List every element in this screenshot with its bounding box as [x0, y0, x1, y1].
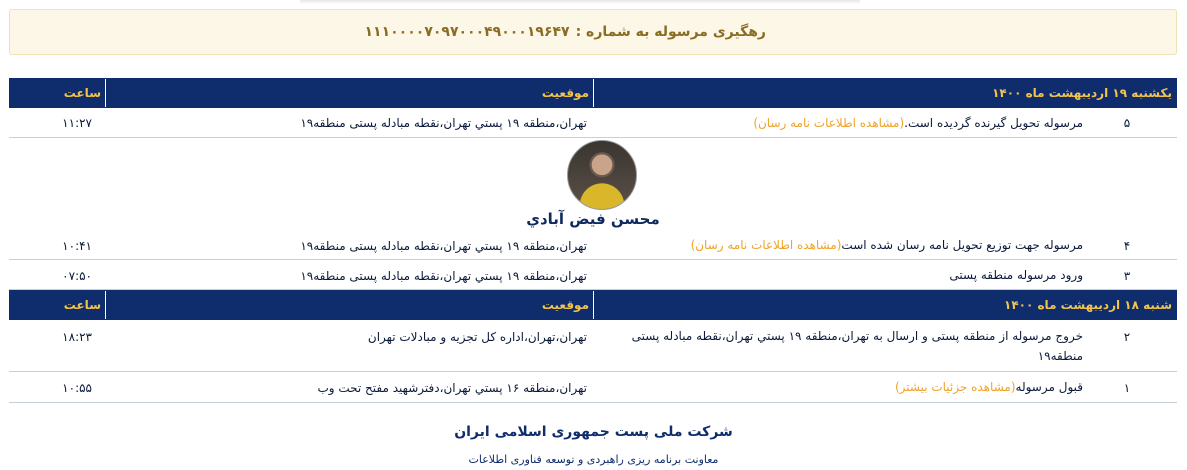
row-description [603, 113, 1083, 133]
table-row [9, 372, 1177, 403]
row-index: ۵ [1123, 116, 1131, 130]
section-date: شنبه ۱۸ اردیبهشت ماه ۱۴۰۰ [593, 291, 1176, 319]
row-time: ۱۰:۴۱ [62, 239, 92, 253]
row-description-text: ورود مرسوله منطقه پستی [949, 268, 1083, 282]
footer-company: شرکت ملی پست جمهوری اسلامی ایران [454, 424, 733, 440]
row-index: ۳ [1123, 269, 1131, 283]
row-location: تهران،منطقه ۱۹ پستي تهران،نقطه مبادله پستی منطقه۱۹ [300, 239, 587, 253]
view-more-details-link[interactable]: (مشاهده جزئیات بیشتر) [894, 380, 1016, 394]
column-time-header: ساعت [63, 86, 101, 100]
column-location-header: موقعیت [105, 291, 593, 319]
column-time-header: ساعت [63, 298, 101, 312]
view-courier-info-link[interactable]: (مشاهده اطلاعات نامه رسان) [690, 238, 842, 252]
row-time: ۱۸:۲۳ [62, 330, 92, 344]
section-date: یکشنبه ۱۹ اردیبهشت ماه ۱۴۰۰ [593, 79, 1176, 107]
row-description [603, 326, 1083, 366]
tracking-label: رهگیری مرسوله به شماره : [575, 24, 766, 40]
row-description-text: خروج مرسوله از منطقه پستی و ارسال به تهران،منطقه ۱۹ پستي تهران،نقطه مبادله پستی منطقه۱۹ [631, 329, 1083, 363]
courier-name: محسن فیض آبادي [526, 210, 660, 228]
table-row [9, 320, 1177, 372]
table-row [9, 260, 1177, 290]
row-time: ۰۷:۵۰ [62, 269, 92, 283]
table-row [9, 230, 1177, 260]
row-description [603, 235, 1083, 255]
footer-department: معاونت برنامه ریزی راهبردی و توسعه فناوری اطلاعات [468, 453, 719, 466]
row-location: تهران،منطقه ۱۶ پستي تهران،دفترشهید مفتح تحت وب [317, 381, 587, 395]
row-index: ۱ [1123, 381, 1131, 395]
row-location: تهران،تهران،اداره کل تجزیه و مبادلات تهران [367, 330, 587, 344]
column-location-header: موقعیت [105, 79, 593, 107]
courier-block [9, 138, 1177, 230]
row-index: ۲ [1123, 330, 1131, 344]
row-time: ۱۱:۲۷ [62, 116, 92, 130]
view-courier-info-link[interactable]: (مشاهده اطلاعات نامه رسان) [753, 116, 905, 130]
row-description-text: مرسوله جهت توزیع تحویل نامه رسان شده است [841, 238, 1083, 252]
courier-avatar [567, 140, 637, 210]
row-location: تهران،منطقه ۱۹ پستي تهران،نقطه مبادله پستی منطقه۱۹ [300, 269, 587, 283]
row-description [603, 377, 1083, 397]
section-header-1 [9, 78, 1177, 108]
row-index: ۴ [1123, 239, 1131, 253]
row-location: تهران،منطقه ۱۹ پستي تهران،نقطه مبادله پستی منطقه۱۹ [300, 116, 587, 130]
row-description [603, 265, 1083, 285]
table-row [9, 108, 1177, 138]
row-description-text: قبول مرسوله [1015, 380, 1083, 394]
row-description-text: مرسوله تحویل گیرنده گردیده است. [904, 116, 1083, 130]
row-time: ۱۰:۵۵ [62, 381, 92, 395]
tracking-banner [9, 9, 1177, 55]
top-shadow [300, 0, 860, 4]
section-header-2 [9, 290, 1177, 320]
tracking-number: ۱۱۱۰۰۰۰۷۰۹۷۰۰۰۴۹۰۰۰۱۹۶۴۷ [364, 24, 570, 40]
